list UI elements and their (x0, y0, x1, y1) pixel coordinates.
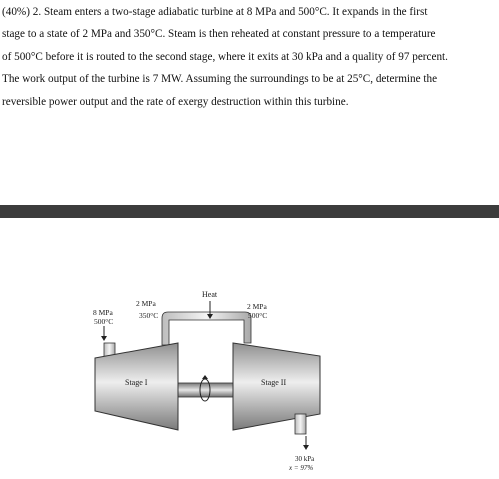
stage1-label: Stage I (125, 378, 148, 387)
problem-line: The work output of the turbine is 7 MW. Assuming the surroundings to be at 25°C, determine the (2, 73, 438, 86)
problem-line: (40%) 2. Steam enters a two-stage adiabatic turbine at 8 MPa and 500°C. It expands in the first (2, 6, 428, 18)
inlet-pressure-label: 8 MPa (93, 308, 113, 317)
stage1-exit-temperature-label: 350°C (139, 311, 159, 320)
outlet-pressure-label: 30 kPa (295, 455, 315, 463)
problem-line: reversible power output and the rate of exergy destruction within this turbine. (2, 95, 349, 108)
inlet-arrowhead (101, 336, 107, 341)
outlet-pipe (295, 414, 306, 434)
inlet-temperature-label: 500°C (94, 317, 114, 326)
turbine-shaft (176, 383, 234, 397)
problem-line: stage to a state of 2 MPa and 350°C. Steam is then reheated at constant pressure to a temperature (2, 28, 436, 41)
reheat-pipe (162, 312, 251, 345)
stage2-inlet-pressure-label: 2 MPa (247, 302, 267, 311)
rotation-arrowhead-icon (202, 375, 208, 379)
stage1-exit-pressure-label: 2 MPa (136, 299, 156, 308)
stage2-label: Stage II (261, 378, 287, 387)
outlet-quality-label: x = 97% (289, 464, 314, 472)
problem-line: of 500°C before it is routed to the second stage, where it exits at 30 kPa and a quality of 97 percent. (2, 50, 448, 63)
heat-label: Heat (202, 290, 218, 299)
stage2-inlet-temperature-label: 500°C (248, 311, 268, 320)
outlet-arrowhead (303, 445, 309, 450)
